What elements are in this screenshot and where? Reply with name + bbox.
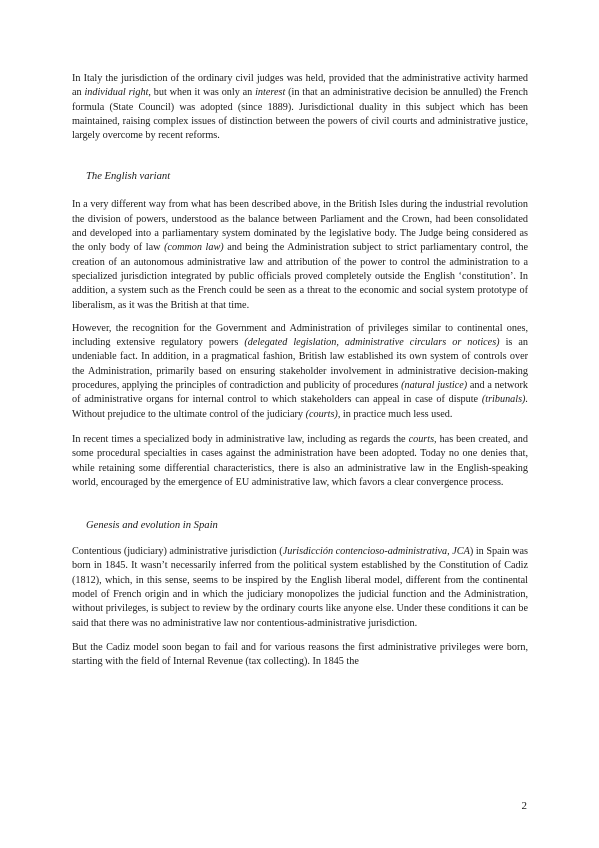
section-heading-english-variant: The English variant bbox=[86, 171, 171, 183]
page-number: 2 bbox=[521, 800, 527, 812]
emphasis: individual right bbox=[84, 87, 149, 99]
paragraph-however bbox=[72, 322, 528, 422]
text-run: , but when it was only an bbox=[148, 87, 256, 99]
text-run: and a network of administrative organs for internal control to which stakeholders can appeal in case of dispute bbox=[72, 380, 528, 406]
emphasis: interest bbox=[255, 87, 286, 99]
text-run: In Italy the jurisdiction of the ordinary civil judges was held, provided that the administrative activity harmed an bbox=[72, 73, 528, 99]
emphasis: (courts), bbox=[305, 408, 341, 420]
text-run: However, the recognition for the Government and Administration of privileges similar to continental ones, including extensive regulatory powers bbox=[72, 322, 528, 349]
emphasis: courts, bbox=[408, 433, 437, 445]
paragraph-recent-times bbox=[72, 433, 528, 490]
text-run: Without prejudice to the ultimate control of the judiciary bbox=[72, 408, 306, 420]
emphasis: (natural justice) bbox=[401, 380, 468, 392]
text-run: In a very different way from what has been described above, in the British Isles during the industrial revolution the division of powers, understood as the balance between Parliament and the Crown, had been consolidated and developed into a parliamentary system dominated by the legislative body. The Judge being considered as the only body of law bbox=[72, 199, 528, 254]
section-heading-genesis-spain: Genesis and evolution in Spain bbox=[86, 520, 218, 532]
emphasis: Jurisdicción contencioso-administrativa, JCA bbox=[282, 546, 470, 558]
text-run: has been created, and some procedural specialties in cases against the administration have been adopted. Today no one denies that, while retaining some differential characteristics, there is also an administrative law in the English-speaking world, encouraged by the emergence of EU administrative law, which favors a clear convergence process. bbox=[72, 433, 528, 488]
emphasis: (common law) bbox=[164, 242, 224, 254]
paragraph-cadiz-model: But the Cadiz model soon began to fail and for various reasons the first administrative privileges were born, starting with the field of Internal Revenue (tax collecting). In 1845 the bbox=[72, 641, 528, 668]
paragraph-contentious bbox=[72, 545, 528, 631]
paragraph-italy bbox=[72, 72, 528, 143]
text-run: in practice much less used. bbox=[340, 408, 453, 420]
emphasis: (delegated legislation, administrative circulars or notices) bbox=[244, 337, 500, 349]
page-body bbox=[72, 72, 528, 670]
text-run: and being the Administration subject to strict parliamentary control, the creation of an autonomous administrative law and attribution of the power to control the administration to a specialized jurisdiction integrated by public officials proved completely outside the English ‘constitution’. In addition, a system such as the French could be seen as a threat to the economic and social system prototype of liberalism, as it was the British at that time. bbox=[72, 242, 528, 311]
text-run: ) in Spain was born in 1845. It wasn’t necessarily inferred from the political system established by the Constitution of Cadiz (1812), which, in this sense, seems to be inspired by the English liberal model, different from the continental model of French origin and in which the judiciary monopolizes the judicial function and the Administration, without privileges, is subject to review by the ordinary courts like anyone else. Under these conditions it can be said that there was no administrative law nor contentious-administrative jurisdiction. bbox=[72, 546, 528, 629]
emphasis: (tribunals). bbox=[481, 394, 528, 406]
text-run: In recent times a specialized body in administrative law, including as regards the bbox=[72, 433, 409, 445]
text-run: is an undeniable fact. In addition, in a pragmatical fashion, British law established its own system of controls over the Administration, primarily based on ensuring stakeholder involvement in administrative decision-making procedures, applying the principles of contradiction and publicity of procedures bbox=[72, 337, 528, 392]
text-run: (in that an administrative decision be annulled) the French formula (State Council) was adopted (since 1889). Jurisdictional duality in this subject which has been maintained, raising complex issues of distinction between the powers of civil courts and administrative justice, largely overcome by recent reforms. bbox=[72, 87, 529, 142]
paragraph-british-isles bbox=[72, 198, 528, 312]
text-run: Contentious (judiciary) administrative jurisdiction ( bbox=[72, 546, 283, 558]
